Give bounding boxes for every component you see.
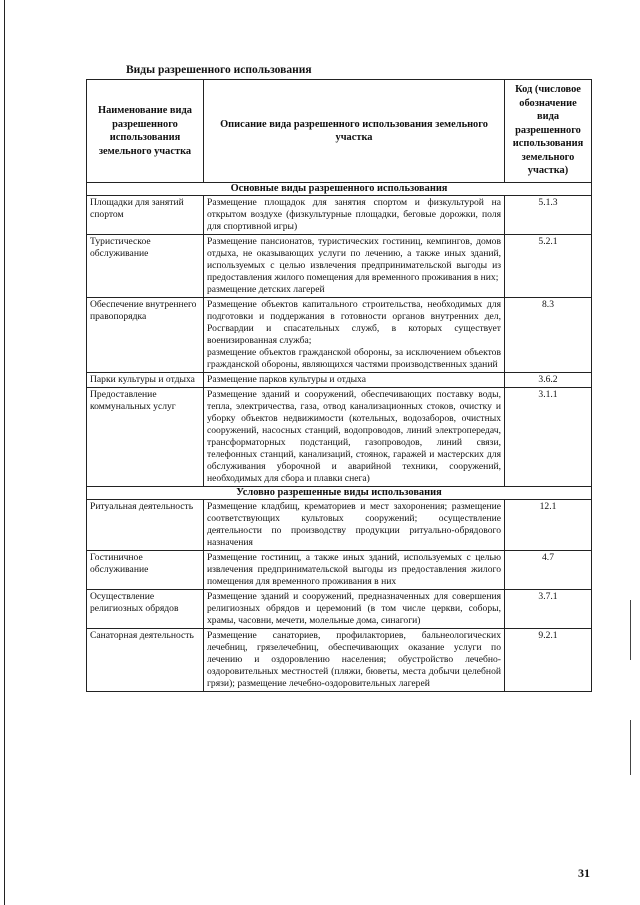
description-paragraph: Размещение зданий и сооружений, предназначенных для совершения религиозных обрядов и церемоний (в том числе церкви, соборы, храмы, часовни, мечети, молельные дома, синагоги) (207, 591, 501, 626)
scan-edge-mark (630, 600, 631, 660)
use-code-cell: 5.2.1 (505, 235, 592, 298)
use-name-cell: Обеспечение внутреннего правопорядка (87, 298, 204, 373)
description-paragraph: размещение объектов гражданской обороны, за исключением объектов гражданской обороны, являющихся частями производственных зданий (207, 347, 501, 370)
table-row (87, 629, 592, 692)
use-code-cell: 12.1 (505, 500, 592, 551)
scan-edge-mark (630, 720, 631, 775)
use-description-cell (204, 196, 505, 235)
table-row (87, 500, 592, 551)
table-row (87, 298, 592, 373)
use-description-cell (204, 298, 505, 373)
column-header-description: Описание вида разрешенного использования земельного участка (204, 80, 505, 183)
use-name-cell: Ритуальная деятельность (87, 500, 204, 551)
description-paragraph: Размещение объектов капитального строительства, необходимых для подготовки и поддержания в готовности органов внутренних дел, Росгвардии и спасательных служб, в которых существует военизированная служба; (207, 299, 501, 346)
description-paragraph: Размещение санаториев, профилакториев, бальнеологических лечебниц, грязелечебниц, обеспечивающих оказание услуги по лечению и оздоровлению населения; обустройство лечебно-оздоровительных местностей (пляжи, бюветы, места добычи целебной грязи); размещение лечебно-оздоровительных лагерей (207, 630, 501, 689)
table-body (87, 183, 592, 692)
use-description-cell (204, 500, 505, 551)
table-row (87, 373, 592, 388)
column-header-code: Код (числовое обозначение вида разрешенного использования земельного участка) (505, 80, 592, 183)
scan-edge-line (4, 0, 5, 905)
use-description-cell (204, 388, 505, 487)
description-paragraph: Размещение площадок для занятия спортом и физкультурой на открытом воздухе (физкультурные площадки, беговые дорожки, поля для спортивной игры) (207, 197, 501, 232)
use-description-cell (204, 373, 505, 388)
section-row (87, 183, 592, 196)
description-paragraph: Размещение пансионатов, туристических гостиниц, кемпингов, домов отдыха, не оказывающих услуги по лечению, а также иных зданий, используемых с целью извлечения предпринимательской выгоды из предоставления жилого помещения для временного проживания в них; (207, 236, 501, 283)
use-code-cell: 3.6.2 (505, 373, 592, 388)
use-description-cell (204, 235, 505, 298)
use-code-cell: 8.3 (505, 298, 592, 373)
use-name-cell: Предоставление коммунальных услуг (87, 388, 204, 487)
use-name-cell: Парки культуры и отдыха (87, 373, 204, 388)
use-name-cell: Площадки для занятий спортом (87, 196, 204, 235)
table-row (87, 551, 592, 590)
description-paragraph: Размещение зданий и сооружений, обеспечивающих поставку воды, тепла, электричества, газа, отвод канализационных стоков, очистку и уборку объектов недвижимости (котельных, водозаборов, очистных сооружений, насосных станций, водопроводов, линий электропередач, трансформаторных подстанций, газопроводов, линий связи, телефонных станций, канализаций, стоянок, гаражей и мастерских для обслуживания уборочной и аварийной техники, сооружений, необходимых для сбора и плавки снега) (207, 389, 501, 484)
column-header-name: Наименование вида разрешенного использования земельного участка (87, 80, 204, 183)
page-number: 31 (578, 866, 590, 880)
section-title: Основные виды разрешенного использования (87, 183, 592, 196)
use-code-cell: 4.7 (505, 551, 592, 590)
table-row (87, 196, 592, 235)
section-row (87, 487, 592, 500)
description-paragraph: Размещение гостиниц, а также иных зданий, используемых с целью извлечения предпринимательской выгоды из предоставления жилого помещения для временного проживания в них (207, 552, 501, 587)
use-description-cell (204, 590, 505, 629)
use-description-cell (204, 551, 505, 590)
use-name-cell: Гостиничное обслуживание (87, 551, 204, 590)
use-code-cell: 9.2.1 (505, 629, 592, 692)
description-paragraph: Размещение кладбищ, крематориев и мест захоронения; размещение соответствующих культовых сооружений; осуществление деятельности по производству продукции ритуально-обрядового назначения (207, 501, 501, 548)
description-paragraph: Размещение парков культуры и отдыха (207, 374, 366, 385)
table-row (87, 590, 592, 629)
use-name-cell: Санаторная деятельность (87, 629, 204, 692)
use-code-cell: 5.1.3 (505, 196, 592, 235)
table-row (87, 235, 592, 298)
use-name-cell: Осуществление религиозных обрядов (87, 590, 204, 629)
use-name-cell: Туристическое обслуживание (87, 235, 204, 298)
use-code-cell: 3.7.1 (505, 590, 592, 629)
table-heading: Виды разрешенного использования (126, 64, 312, 76)
use-description-cell (204, 629, 505, 692)
table-row (87, 388, 592, 487)
land-use-table (86, 79, 592, 692)
use-code-cell: 3.1.1 (505, 388, 592, 487)
description-paragraph: размещение детских лагерей (207, 284, 325, 295)
section-title: Условно разрешенные виды использования (87, 487, 592, 500)
